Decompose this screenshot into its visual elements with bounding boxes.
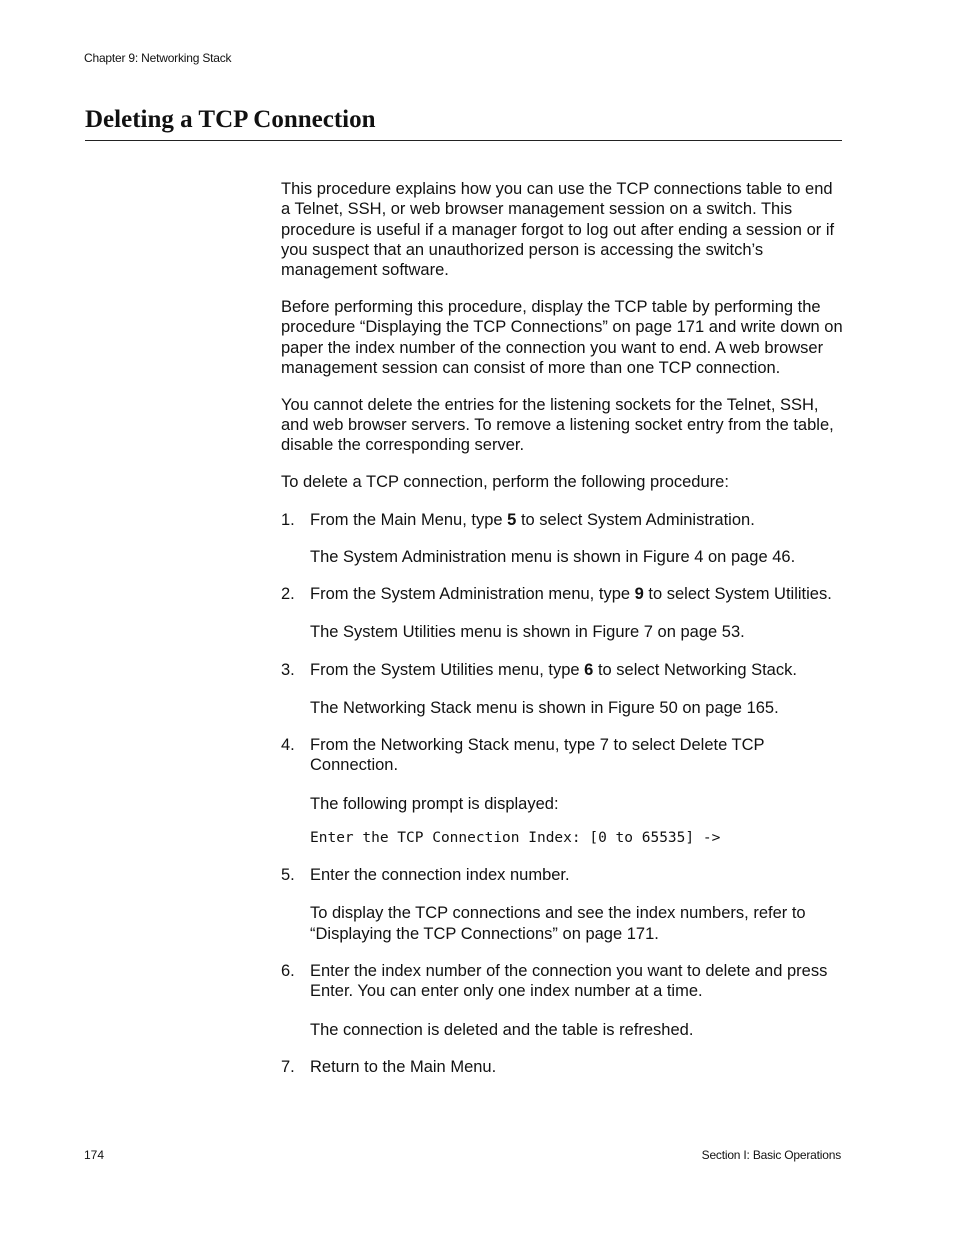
step-7 xyxy=(281,1057,843,1077)
step-number: 2. xyxy=(281,584,295,603)
intro-paragraph: This procedure explains how you can use the TCP connections table to end a Telnet, SSH, or web browser management session on a switch. This procedure is useful if a manager forgot to log out after ending a session or if you suspect that an unauthorized person is accessing the switch’s management software. xyxy=(281,180,835,280)
restriction-paragraph: You cannot delete the entries for the listening sockets for the Telnet, SSH, and web browser servers. To remove a listening socket entry from the table, disable the corresponding server. xyxy=(281,395,834,455)
step-number: 4. xyxy=(281,736,295,755)
step-2 xyxy=(281,584,843,643)
step-6 xyxy=(281,961,843,1040)
procedure-steps xyxy=(281,510,843,1077)
step-number: 3. xyxy=(281,660,295,679)
step-text: Enter the index number of the connection you want to delete and press Enter. You can enter only one index number at a time. xyxy=(310,961,828,1001)
step-text: From the System Utilities menu, type 6 to select Networking Stack. xyxy=(310,660,797,679)
step-text: From the Main Menu, type 5 to select System Administration. xyxy=(310,511,755,530)
step-note: The Networking Stack menu is shown in Figure 50 on page 165. xyxy=(310,698,779,717)
key-value: 5 xyxy=(507,511,517,530)
key-value: 9 xyxy=(634,584,644,603)
key-value: 6 xyxy=(584,660,594,679)
step-number: 5. xyxy=(281,866,295,885)
step-number: 1. xyxy=(281,511,295,530)
step-note: The following prompt is displayed: xyxy=(310,794,559,813)
step-text: From the System Administration menu, type 9 to select System Utilities. xyxy=(310,584,832,603)
procedure-intro: To delete a TCP connection, perform the following procedure: xyxy=(281,473,729,492)
step-note: The System Administration menu is shown in Figure 4 on page 46. xyxy=(310,547,796,566)
running-footer: Section I: Basic Operations xyxy=(701,1148,841,1162)
step-note: The System Utilities menu is shown in Figure 7 on page 53. xyxy=(310,623,745,642)
step-text: Return to the Main Menu. xyxy=(310,1057,497,1076)
section-title: Deleting a TCP Connection xyxy=(85,106,376,133)
step-5 xyxy=(281,865,843,944)
page-number: 174 xyxy=(84,1148,105,1162)
title-rule xyxy=(85,140,842,141)
step-number: 7. xyxy=(281,1057,295,1076)
prerequisite-paragraph: Before performing this procedure, display the TCP table by performing the procedure “Displaying the TCP Connections” on page 171 and write down on paper the index number of the connection you want to end. A web browser management session can consist of more than one TCP connection. xyxy=(281,297,843,377)
step-1 xyxy=(281,510,843,567)
step-text: From the Networking Stack menu, type 7 to select Delete TCP Connection. xyxy=(310,736,765,775)
running-header: Chapter 9: Networking Stack xyxy=(84,51,232,65)
step-4 xyxy=(281,735,843,848)
prompt-code: Enter the TCP Connection Index: [0 to 65535] -> xyxy=(310,830,721,847)
step-note: The connection is deleted and the table is refreshed. xyxy=(310,1020,694,1039)
body-text xyxy=(281,179,843,1094)
step-number: 6. xyxy=(281,961,295,980)
step-note: To display the TCP connections and see the index numbers, refer to “Displaying the TCP Connections” on page 171. xyxy=(310,904,806,943)
step-3 xyxy=(281,660,843,719)
step-text: Enter the connection index number. xyxy=(310,866,570,885)
